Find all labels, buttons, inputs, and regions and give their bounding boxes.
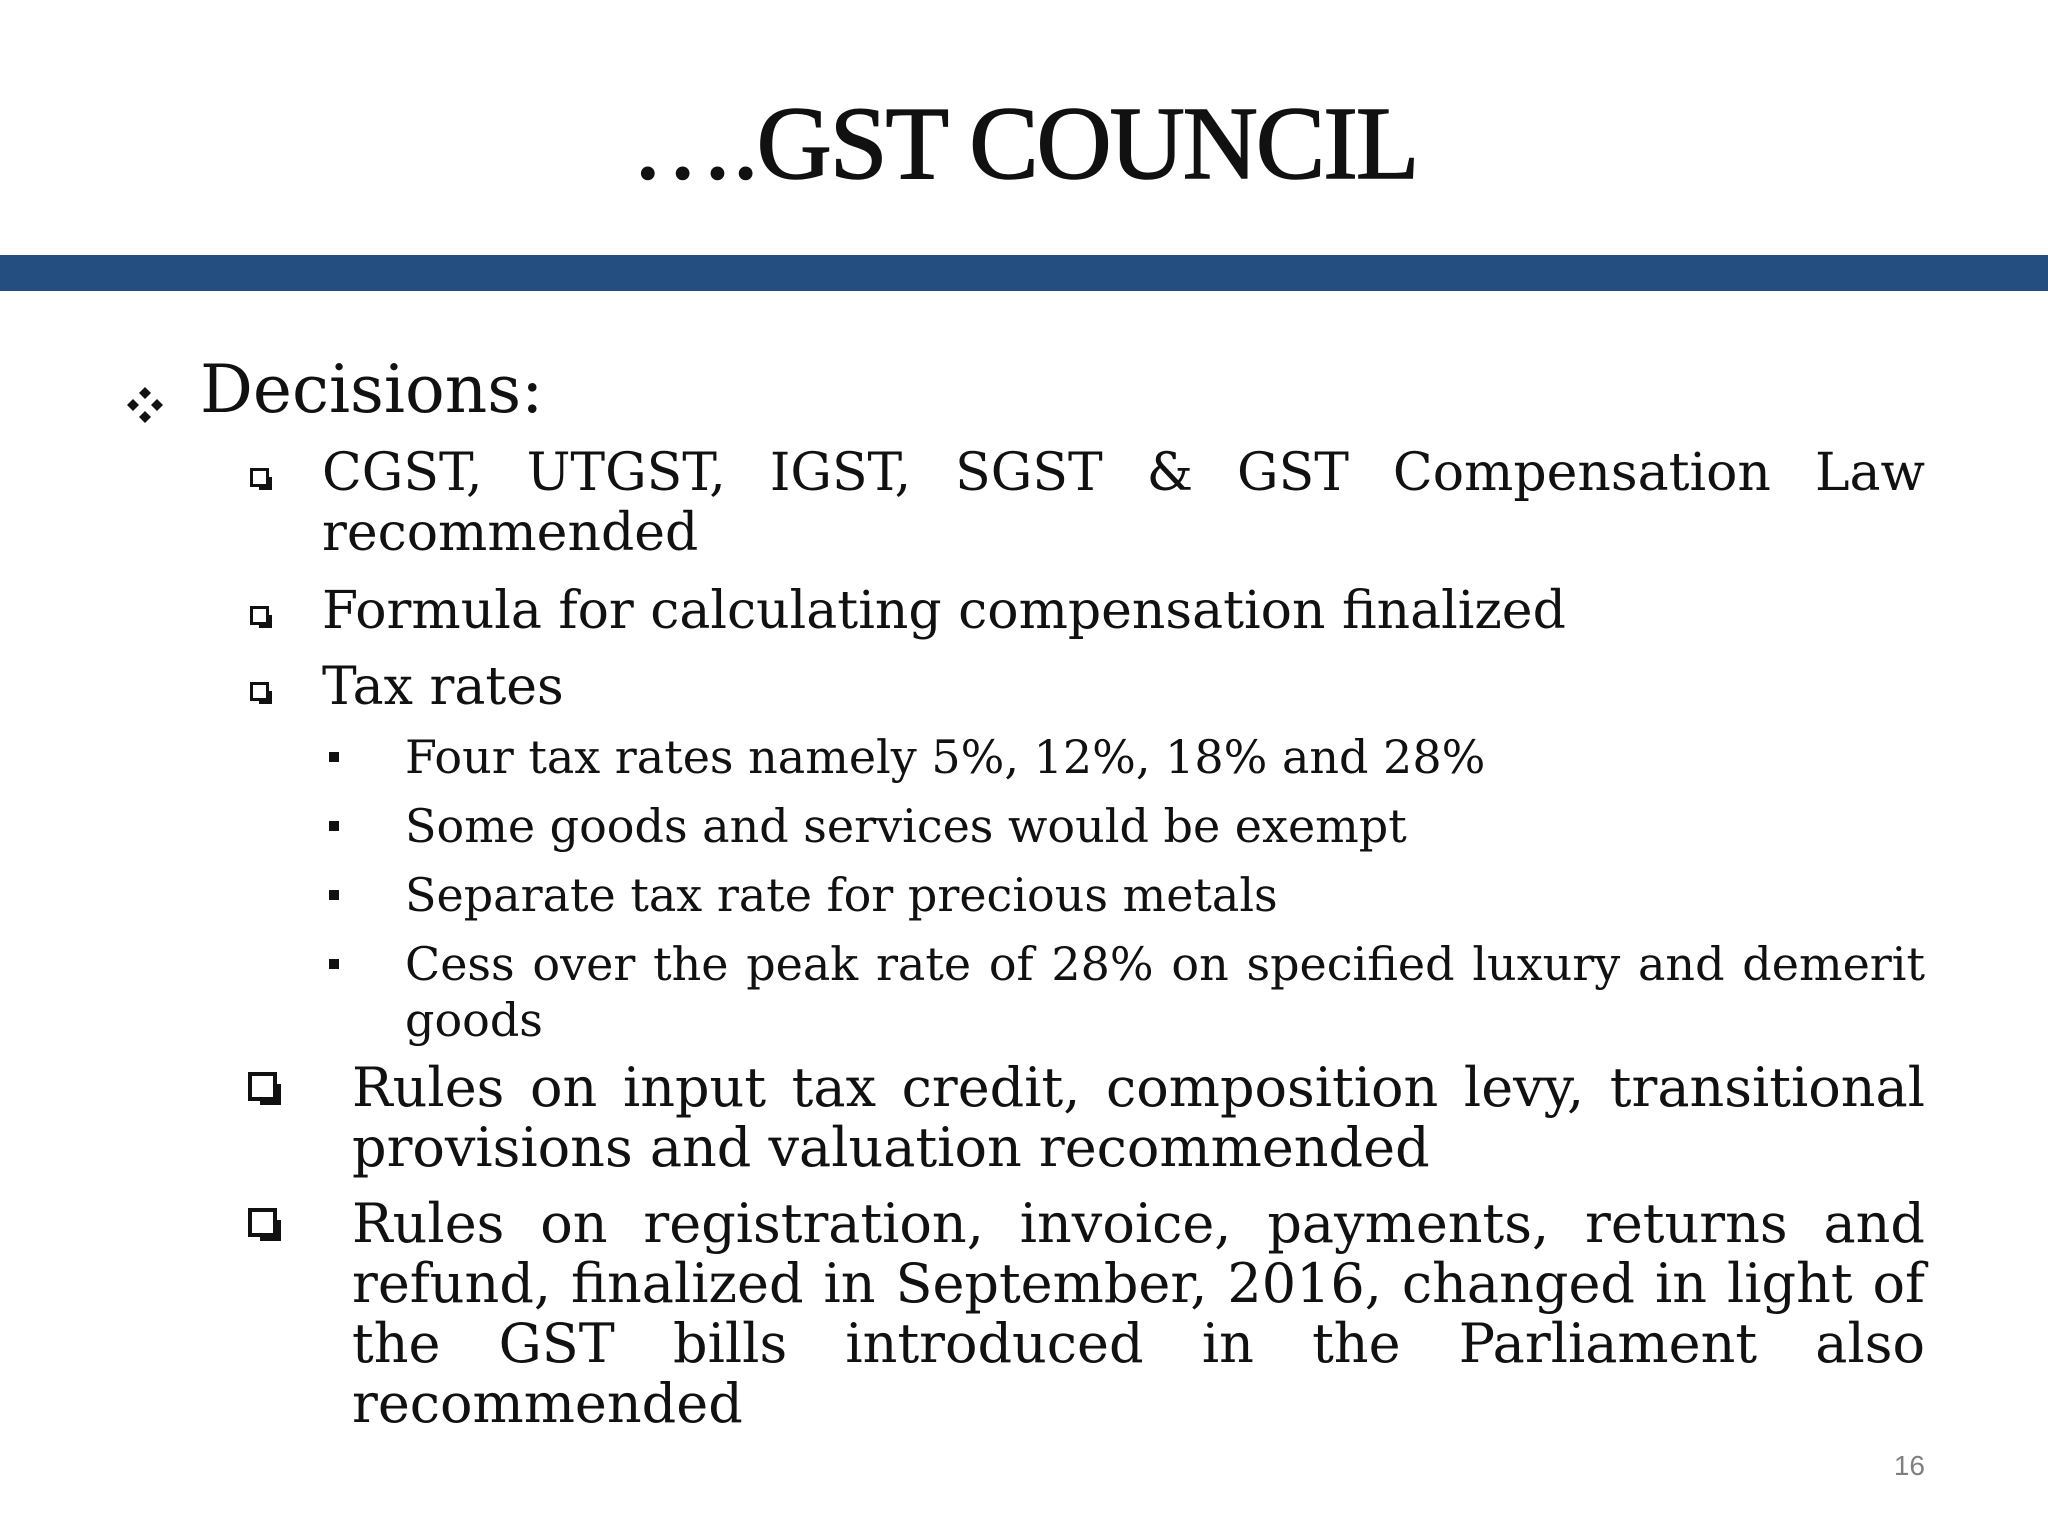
title-divider-band [0,255,2048,291]
decision-item-1: CGST, UTGST, IGST, SGST & GST Compensation Law recommended [322,443,1925,563]
tax-rate-subitem-2: Some goods and services would be exempt [405,799,1407,853]
slide-title: ….GST COUNCIL [630,86,1418,201]
square-sub-bullet-icon [329,752,339,762]
decisions-heading: Decisions: [200,351,544,428]
square-bullet-icon [250,606,269,625]
decision-item-3: Tax rates [322,657,564,717]
decision-item-5: Rules on registration, invoice, payments, returns and refund, finalized in September, 2016, changed in light of the GST bills introduced in the Parliament also recommended [352,1192,1925,1435]
square-sub-bullet-icon [329,821,339,831]
tax-rate-subitem-3: Separate tax rate for precious metals [405,868,1278,922]
square-sub-bullet-icon [329,890,339,900]
square-bullet-icon [250,682,269,701]
square-sub-bullet-icon [329,959,339,969]
tax-rate-subitem-4: Cess over the peak rate of 28% on specified luxury and demerit goods [405,937,1925,1047]
diamond-bullet-icon [125,385,165,425]
decision-item-4: Rules on input tax credit, composition levy, transitional provisions and valuation recommended [352,1056,1925,1179]
tax-rate-subitem-1: Four tax rates namely 5%, 12%, 18% and 28% [405,730,1486,784]
square-bullet-icon [248,1208,277,1237]
square-bullet-icon [248,1072,277,1101]
decision-item-2: Formula for calculating compensation finalized [322,581,1566,641]
page-number: 16 [1893,1450,1925,1481]
square-bullet-icon [250,468,269,487]
